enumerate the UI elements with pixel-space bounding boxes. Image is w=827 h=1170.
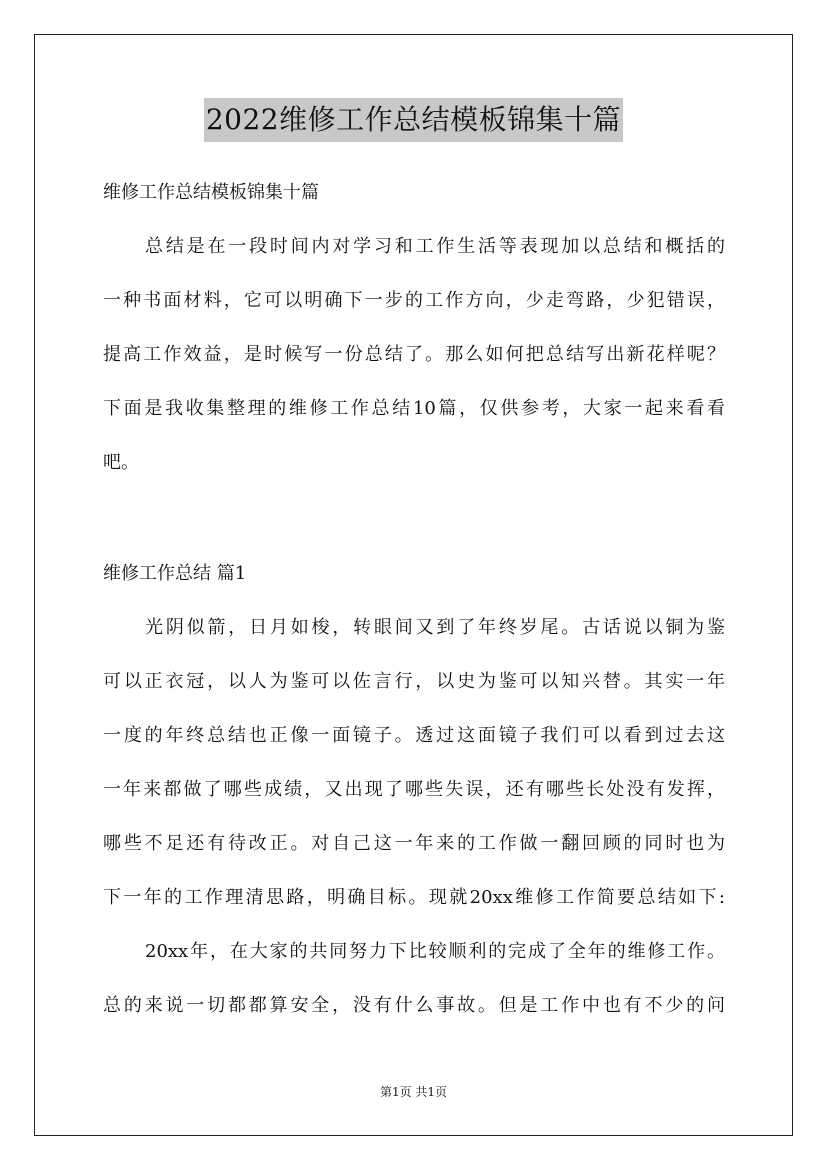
intro-line: 一种书面材料，它可以明确下一步的工作方向，少走弯路，少犯错误， [103, 290, 725, 311]
document-title: 2022维修工作总结模板锦集十篇 [204, 98, 623, 142]
section-line: 一度的年终总结也正像一面镜子。透过这面镜子我们可以看到过去这 [103, 725, 725, 746]
section-heading: 维修工作总结 篇1 [103, 563, 247, 584]
section-line: 一年来都做了哪些成绩，又出现了哪些失误，还有哪些长处没有发挥， [103, 779, 725, 800]
intro-line: 总结是在一段时间内对学习和工作生活等表现加以总结和概括的 [145, 236, 725, 257]
intro-line: 吧。 [103, 452, 139, 473]
section-line: 下一年的工作理清思路，明确目标。现就20xx维修工作简要总结如下: [103, 887, 725, 908]
section-line: 可以正衣冠，以人为鉴可以佐言行，以史为鉴可以知兴替。其实一年 [103, 671, 725, 692]
page-footer: 第1页 共1页 [379, 1085, 448, 1099]
section-line: 哪些不足还有待改正。对自己这一年来的工作做一翻回顾的同时也为 [103, 833, 725, 854]
section-line: 光阴似箭，日月如梭，转眼间又到了年终岁尾。古话说以铜为鉴 [145, 617, 725, 638]
intro-line: 下面是我收集整理的维修工作总结10篇，仅供参考，大家一起来看看 [103, 398, 725, 419]
document-subtitle: 维修工作总结模板锦集十篇 [103, 182, 319, 203]
section-line: 总的来说一切都都算安全，没有什么事故。但是工作中也有不少的问 [103, 995, 725, 1016]
section-line: 20xx年，在大家的共同努力下比较顺利的完成了全年的维修工作。 [145, 941, 725, 962]
title-container [0, 98, 827, 142]
intro-line: 提高工作效益，是时候写一份总结了。那么如何把总结写出新花样呢？ [103, 344, 725, 365]
